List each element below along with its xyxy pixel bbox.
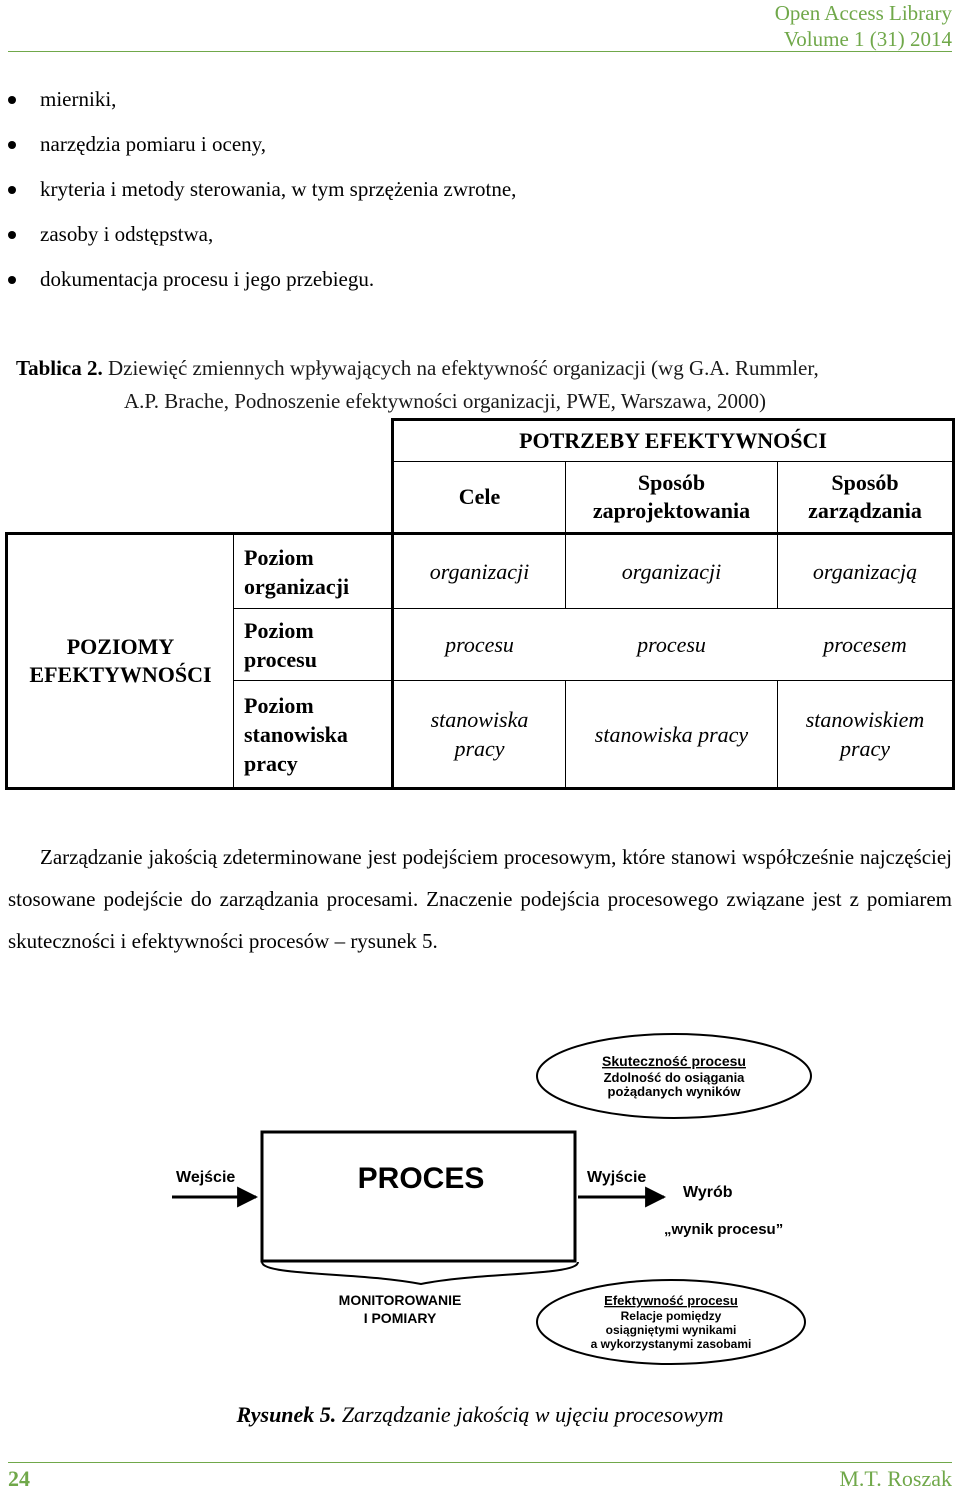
figure-caption-text: Zarządzanie jakością w ujęciu procesowym [341, 1402, 724, 1427]
author-name: M.T. Roszak [839, 1466, 952, 1491]
efficiency-line1: Relacje pomiędzy [620, 1309, 722, 1323]
process-label: PROCES [357, 1162, 485, 1195]
column-header-design: Sposób zaprojektowania [592, 470, 751, 523]
list-item: narzędzia pomiaru i oceny, [0, 129, 516, 174]
effectiveness-line2: pożądanych wyników [607, 1084, 741, 1099]
output-label: Wyjście [587, 1169, 647, 1186]
table-cell: stanowiska pracy [430, 707, 529, 761]
row-header-workstation: Poziom stanowiska pracy [244, 692, 348, 776]
efficiency-line3: a wykorzystanymi zasobami [590, 1337, 752, 1351]
figure-caption [0, 1402, 960, 1428]
figure-caption-label: Rysunek 5. [236, 1402, 337, 1427]
row-group-header: POZIOMY EFEKTYWNOŚCI [29, 634, 212, 687]
list-item: kryteria i metody sterowania, w tym sprzężenia zwrotne, [0, 174, 516, 219]
row-header-organization: Poziom organizacji [244, 544, 350, 599]
process-box [262, 1132, 575, 1261]
column-header-goals: Cele [458, 484, 501, 509]
table-cell: stanowiska pracy [594, 721, 749, 747]
body-paragraph-text: Zarządzanie jakością zdeterminowane jest podejściem procesowym, które stanowi współcześnie najczęściej stosowane podejście do zarządzania procesami. Znaczenie podejścia procesowego związane jest z pomiarem skuteczności i efektywności procesów – rysunek 5. [8, 845, 952, 953]
journal-volume: Volume 1 (31) 2014 [783, 27, 952, 51]
input-label: Wejście [176, 1169, 236, 1186]
table-cell: procesu [637, 632, 706, 657]
table-caption-line1: Dziewięć zmiennych wpływających na efektywność organizacji (wg G.A. Rummler, [108, 356, 819, 380]
monitoring-bracket [262, 1262, 578, 1284]
table-top-header: POTRZEBY EFEKTYWNOŚCI [519, 428, 827, 453]
row-header-process: Poziom procesu [244, 617, 317, 672]
page-number: 24 [8, 1466, 30, 1491]
monitoring-line2: I POMIARY [363, 1310, 437, 1326]
table-caption-line2: A.P. Brache, Podnoszenie efektywności organizacji, PWE, Warszawa, 2000) [124, 389, 766, 413]
column-header-management: Sposób zarządzania [808, 470, 922, 523]
table-cell: procesem [823, 632, 907, 657]
list-item: zasoby i odstępstwa, [0, 219, 516, 264]
footer-rule [8, 1462, 952, 1463]
list-item: dokumentacja procesu i jego przebiegu. [0, 264, 516, 309]
product-label: Wyrób [683, 1184, 733, 1201]
table-caption-label: Tablica 2. [16, 356, 103, 380]
table-cell: organizacji [429, 559, 530, 584]
effectiveness-title: Skuteczność procesu [602, 1053, 746, 1069]
efficiency-line2: osiągniętymi wynikami [605, 1323, 737, 1337]
product-note: „wynik procesu” [664, 1221, 784, 1238]
table-cell: stanowiskiem pracy [805, 707, 925, 761]
effectiveness-line1: Zdolność do osiągania [603, 1070, 745, 1085]
monitoring-line1: MONITOROWANIE [338, 1292, 462, 1308]
list-item: mierniki, [0, 84, 516, 129]
table-cell: organizacją [812, 559, 918, 584]
efficiency-title: Efektywność procesu [604, 1293, 738, 1308]
table-cell: procesu [445, 632, 514, 657]
table-cell: organizacji [621, 559, 722, 584]
journal-title: Open Access Library [774, 1, 952, 25]
